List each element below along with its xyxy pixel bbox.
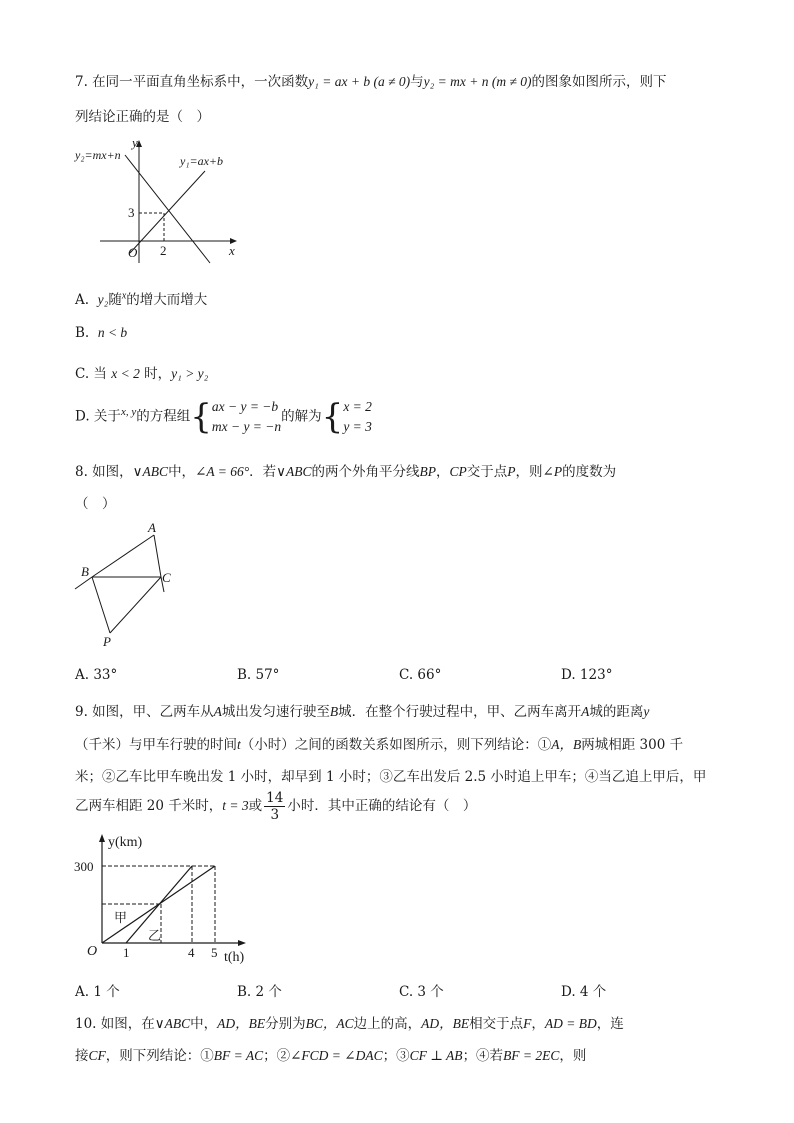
q7-x-axis-label: x [229, 243, 235, 258]
q9-t-value: t = 3 [222, 798, 249, 813]
q9-stem-line4 [75, 790, 476, 823]
q8-bisector-bp [92, 577, 110, 633]
q7-option-d-eq1: ax − y = −b [211, 399, 279, 414]
q10-text: ，则下列结论：① [105, 1048, 214, 1064]
q7-option-d-text: 的方程组 [136, 408, 191, 425]
q7-option-a-var: y₂ [97, 292, 109, 307]
q8-text: 中， [168, 464, 196, 480]
q9-graph [72, 830, 262, 965]
q10-text: ，连 [596, 1016, 624, 1032]
q10-text: ；④若 [462, 1048, 504, 1064]
q9-text: 乙两车相距 20 千米时， [75, 798, 223, 814]
q9-tick-300: 300 [74, 859, 94, 874]
q7-tick-3: 3 [128, 205, 135, 220]
q10-point-f: F [523, 1016, 532, 1031]
q7-option-d-system [212, 397, 281, 437]
q9-text: （小时）之间的函数关系如图所示，则下列结论：① [240, 737, 552, 753]
q9-text: （千米）与甲车行驶的时间 [75, 737, 237, 753]
q10-text: 接 [75, 1048, 89, 1064]
q9-city-a: A [213, 704, 222, 719]
q9-option-b[interactable]: B. 2 个 [237, 984, 282, 1000]
q9-option-c[interactable]: C. 3 个 [399, 984, 444, 1000]
q7-label-line1: y₁=ax+b [180, 154, 224, 168]
q9-var-t: t [237, 737, 241, 752]
q7-option-d-sol1: x = 2 [343, 399, 372, 414]
q10-text: ；③ [382, 1048, 410, 1064]
q8-triangle: ∨ABC [132, 464, 169, 479]
q8-p: P [507, 464, 516, 479]
q10-text: ，则 [559, 1048, 587, 1064]
q9-fraction [264, 790, 285, 823]
q7-origin-label: O [128, 245, 138, 260]
q8-option-a[interactable]: A. 33° [75, 667, 118, 683]
q8-side-ba [92, 535, 154, 577]
q7-line-y2 [125, 155, 210, 263]
q7-option-a-text: 的增大而增大 [126, 292, 208, 308]
q9-city-a: A [581, 704, 590, 719]
q8-text: 的两个外角平分线 [311, 464, 420, 480]
q7-label-line2: y₂=mx+n [75, 148, 121, 162]
q10-claim-3: CF ⊥ AB [409, 1048, 463, 1063]
q7-tick-2: 2 [160, 243, 167, 258]
q9-var-y: y [643, 704, 650, 719]
q9-fraction-numerator: 14 [266, 790, 284, 806]
q8-label-a: A [148, 520, 156, 535]
q9-tick-4: 4 [188, 945, 195, 960]
q10-claim-1: BF = AC [213, 1048, 264, 1063]
q9-option-a[interactable]: A. 1 个 [75, 984, 120, 1000]
q9-x-arrow [238, 940, 246, 946]
q10-heights: AD，BE [217, 1016, 266, 1031]
q10-text: 10. 如图，在 [75, 1016, 155, 1032]
q9-text: 城．在整个行驶过程中，甲、乙两车离开 [338, 704, 582, 720]
q7-option-c-text: 时， [144, 366, 172, 382]
q7-stem-text: 与 [410, 74, 424, 90]
q7-function-1: y₁ = ax + b (a ≠ 0) [308, 74, 411, 89]
q8-stem-line1 [75, 460, 616, 480]
q7-option-d-brace: { [190, 397, 212, 437]
q10-text: 相交于点 [469, 1016, 524, 1032]
q9-stem-line3: 米；②乙车比甲车晚出发 1 小时，却早到 1 小时；③乙车出发后 2.5 小时追上甲车；④当乙追上甲后，甲 [75, 769, 707, 785]
q7-stem-line2: 列结论正确的是（ ） [75, 109, 210, 125]
q8-bp: BP [419, 464, 437, 479]
q7-stem-text: 的图象如图所示，则下 [531, 74, 667, 90]
q9-tick-1: 1 [123, 945, 130, 960]
q8-text: ．若 [249, 464, 277, 480]
q8-angle-p: ∠P [542, 464, 563, 479]
q7-option-b-letter: B. [75, 325, 90, 341]
q9-text: 9. 如图，甲、乙两车从 [75, 704, 214, 720]
q10-condition: AD = BD [544, 1016, 597, 1031]
q8-figure [72, 520, 182, 650]
q7-option-a[interactable] [75, 288, 207, 308]
q9-text: 或 [248, 798, 263, 814]
q9-y-arrow [99, 834, 105, 842]
q10-text: 中， [190, 1016, 218, 1032]
q7-option-d[interactable] [75, 397, 372, 437]
q7-stem-line1 [75, 70, 667, 90]
q8-label-p: P [103, 634, 111, 649]
q9-text: 小时．其中正确的结论有（ ） [287, 798, 477, 814]
q9-cities: A，B [551, 737, 582, 752]
q7-y-axis-label: y [132, 135, 138, 150]
q9-x-label: t(h) [224, 950, 245, 965]
q9-text: 城出发匀速行驶至 [221, 704, 330, 720]
q9-text: 两城相距 300 千 [581, 737, 684, 753]
q9-label-yi: 乙 [148, 928, 162, 943]
q7-option-b-expr: n < b [97, 325, 128, 340]
q10-stem-line2 [75, 1044, 586, 1064]
q10-text: 分别为 [265, 1016, 306, 1032]
q8-angle: ∠A = 66° [195, 464, 250, 479]
q7-option-b[interactable] [75, 325, 127, 341]
q7-option-d-solution [343, 397, 372, 437]
q7-option-d-text: D. 关于 [75, 408, 121, 425]
q8-triangle: ∨ABC [276, 464, 312, 479]
q8-bisector-cp [110, 577, 161, 633]
q10-text: 边上的高， [353, 1016, 422, 1032]
q7-option-d-brace2: { [321, 397, 344, 437]
q9-y-label: y(km) [108, 835, 143, 850]
q10-heights: AD，BE [421, 1016, 470, 1031]
q7-option-d-sol2: y = 3 [343, 419, 372, 434]
q9-text: 城的距离 [589, 704, 644, 720]
q7-option-d-text: 的解为 [281, 408, 322, 425]
q8-option-b[interactable]: B. 57° [237, 667, 280, 683]
q8-text: 交于点 [466, 464, 508, 480]
q8-side-ac [154, 535, 161, 577]
q10-claim-2: ∠FCD = ∠DAC [290, 1048, 383, 1063]
q7-stem-text: 7. 在同一平面直角坐标系中，一次函数 [75, 74, 309, 90]
q7-graph [75, 135, 255, 265]
q8-option-c[interactable]: C. 66° [399, 667, 442, 683]
q8-text: 8. 如图， [75, 464, 133, 480]
q9-stem-line2 [75, 733, 683, 753]
q7-option-d-eq2: mx − y = −n [211, 419, 282, 434]
q8-text: ，则 [515, 464, 543, 480]
q8-option-d[interactable]: D. 123° [561, 667, 613, 683]
q7-option-c[interactable] [75, 362, 208, 382]
q9-fraction-denominator: 3 [270, 807, 280, 823]
q10-text: ， [531, 1016, 545, 1032]
q10-claim-4: BF = 2EC [503, 1048, 560, 1063]
q8-cp: CP [449, 464, 467, 479]
q7-option-c-cond: x < 2 [111, 366, 140, 381]
q10-cf: CF [88, 1048, 106, 1063]
q9-origin: O [87, 944, 98, 959]
q7-option-c-text: C. 当 [75, 366, 107, 382]
q8-text: 的度数为 [562, 464, 617, 480]
q8-label-b: B [81, 564, 89, 579]
q9-city-b: B [329, 704, 339, 719]
q10-sides: BC，AC [305, 1016, 354, 1031]
q7-option-a-text: 随 [108, 292, 122, 308]
q9-stem-line1 [75, 700, 649, 720]
q8-label-c: C [162, 570, 171, 585]
q8-text: ， [436, 464, 450, 480]
q9-tick-5: 5 [211, 945, 218, 960]
q7-function-2: y₂ = mx + n (m ≠ 0) [423, 74, 532, 89]
q9-label-jia: 甲 [114, 910, 128, 925]
q9-option-d[interactable]: D. 4 个 [561, 984, 607, 1000]
q7-option-a-x: x [121, 290, 127, 302]
q7-option-a-letter: A. [75, 292, 90, 308]
q10-text: ；② [263, 1048, 291, 1064]
q10-triangle: ∨ABC [154, 1016, 191, 1031]
q8-stem-line2: （ ） [75, 496, 116, 512]
q7-option-c-expr: y₁ > y₂ [171, 366, 209, 381]
q10-stem-line1 [75, 1012, 624, 1032]
q7-option-d-vars: x, y [120, 406, 137, 418]
